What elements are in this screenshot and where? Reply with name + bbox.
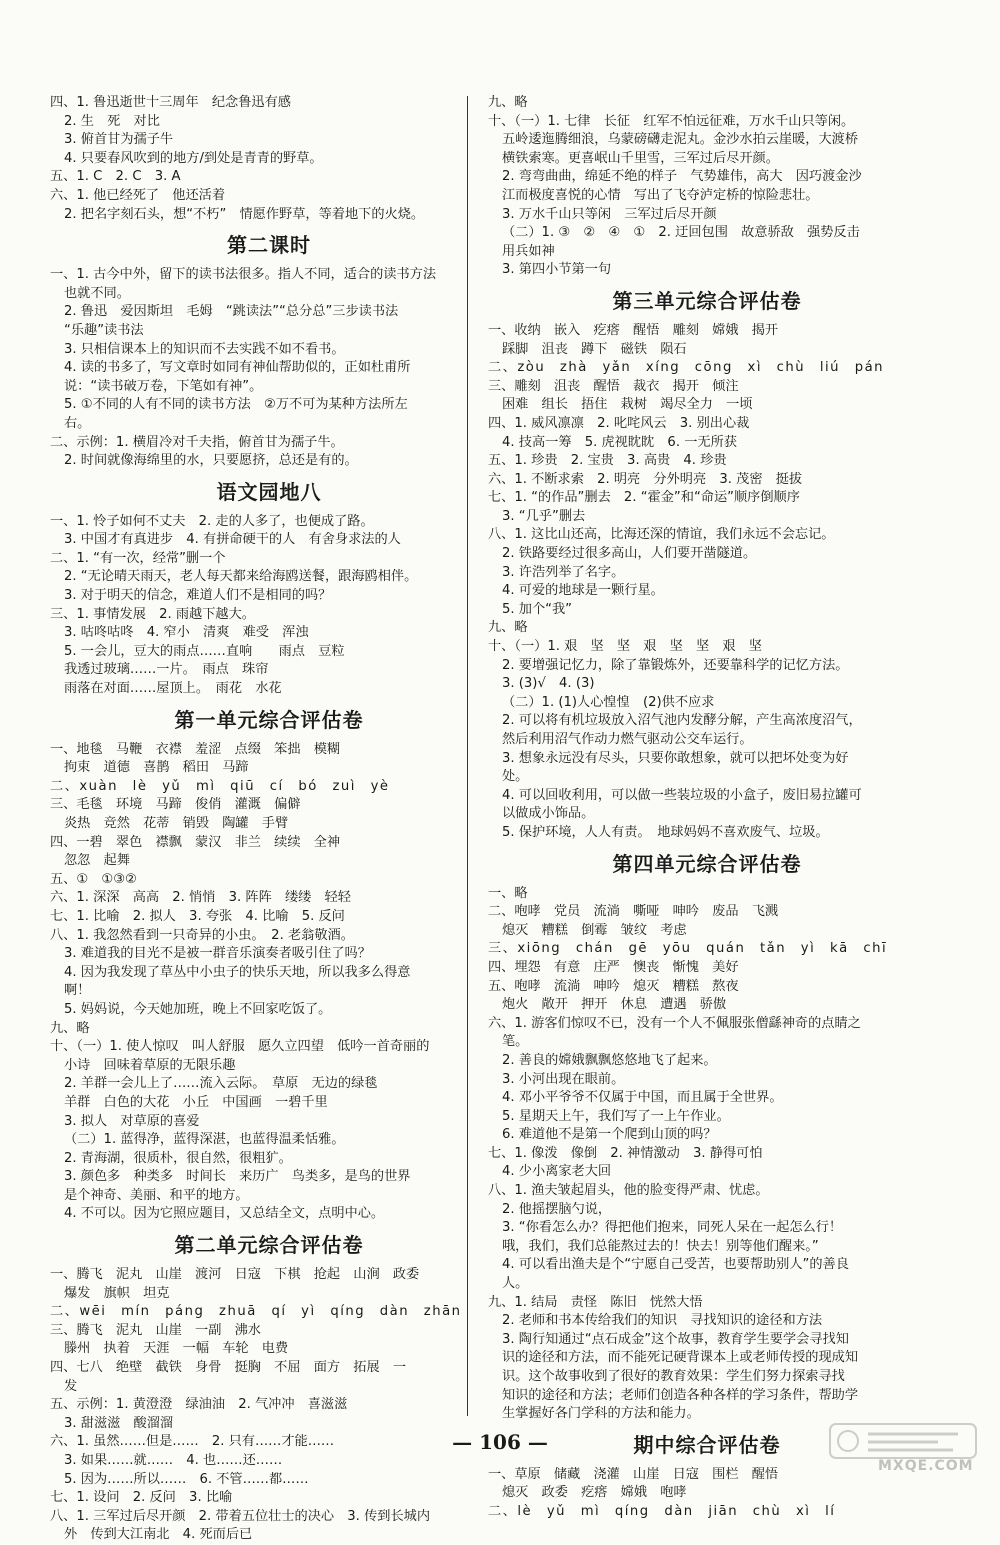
answer-line: 五、1. C 2. C 3. A [50,169,181,185]
answer-line: 二、咆哮 党员 流淌 嘶哑 呻吟 废品 飞溅 [488,904,779,920]
answer-line: 3. 第四小节第一句 [502,262,612,278]
answer-line: 六、1. 虽然……但是…… 2. 只有……才能…… [50,1434,335,1450]
answer-line: 踩脚 沮丧 蹲下 磁铁 陨石 [502,341,687,357]
watermark-logo [828,1422,978,1478]
answer-line: 外 传到大江南北 4. 死而后已 [64,1527,253,1543]
answer-line: 八、1. 三军过后尽开颜 2. 带着五位壮士的决心 3. 传到长城内 [50,1508,431,1524]
answer-line: 十、（一）1. 使人惊叹 叫人舒服 愿久立四望 低吟一首奇丽的 [50,1039,430,1055]
answer-line: 右。 [64,415,91,431]
answer-line: 七、1. 设问 2. 反问 3. 比喻 [50,1490,233,1506]
answer-line: 4. 技高一筹 5. 虎视眈眈 6. 一无所获 [502,434,737,450]
answer-line: 2. 时间就像海绵里的水，只要愿挤，总还是有的。 [64,453,358,469]
answer-line: 五、① ①③② [50,871,137,887]
answer-line: 一、收纳 嵌入 疙瘩 醒悟 雕刻 嫦娥 揭开 [488,322,779,338]
watermark-text: MXQE.COM [878,1458,974,1474]
answer-line: 3. 俯首甘为孺子牛 [64,132,174,148]
answer-line: 六、1. 深深 高高 2. 悄悄 3. 阵阵 缕缕 轻轻 [50,890,351,906]
section-heading: 第一单元综合评估卷 [174,707,364,732]
answer-line: 七、1. 比喻 2. 拟人 3. 夸张 4. 比喻 5. 反问 [50,908,345,924]
answer-line: 五岭逶迤腾细浪，乌蒙磅礴走泥丸。金沙水拍云崖暖，大渡桥 [502,132,859,148]
answer-line: 5. 星期天上午，我们写了一上午作业。 [502,1108,730,1124]
answer-line: 江而极度喜悦的心情 写出了飞夺泸定桥的惊险悲壮。 [502,187,819,203]
answer-line: 2. 可以将有机垃圾放入沼气池内发酵分解，产生高浓度沼气， [502,713,862,729]
answer-line: 2. “无论晴天雨天，老人每天都来给海鸥送餐，跟海鸥相伴。 [64,569,418,585]
section-heading: 第四单元综合评估卷 [612,851,802,876]
answer-line: 十、（一）1. 七律 长征 红军不怕远征难，万水千山只等闲。 [488,113,855,129]
answer-line: 啊！ [64,983,91,999]
answer-line: 三、1. 事情发展 2. 雨越下越大。 [50,606,255,622]
section-heading: 第二课时 [227,233,311,258]
answer-line: 处。 [502,769,529,785]
answer-line: 七、1. “的作品”删去 2. “霍金”和“命运”顺序倒顺序 [488,490,800,506]
pinyin-line: 二、wēi mín páng zhuā qí yì qíng dàn zhān [50,1304,462,1320]
answer-line: 3. “你看怎么办？得把他们抱来，同死人呆在一起怎么行！ [502,1220,843,1236]
answer-line: 3. 陶行知通过“点石成金”这个故事，教育学生要学会寻找知 [502,1331,849,1347]
answer-line: 4. 可爱的地球是一颗行星。 [502,583,664,599]
answer-line: 2. 弯弯曲曲，绵延不绝的样子 气势雄伟，高大 因巧渡金沙 [502,169,862,185]
answer-line: 八、1. 我忽然看到一只奇异的小虫。 2. 老翁敬酒。 [50,927,354,943]
answer-line: 发 [64,1378,78,1394]
answer-line: 二、1. “有一次，经常”删一个 [50,550,226,566]
answer-line: （二）1. (1)人心惶惶 (2)供不应求 [502,694,715,710]
answer-line: 五、咆哮 流淌 呻吟 熄灭 糟糕 熬夜 [488,978,739,994]
answer-line: 炎热 竞然 花蒂 销毁 陶罐 手臂 [64,816,289,831]
answer-line: 2. 他摇摆脑勺说， [502,1201,612,1217]
answer-line: 2. 青海湖，很质朴，很自然，很粗犷。 [64,1150,292,1166]
answer-line: 说：“读书破万卷，下笔如有神”。 [64,378,263,394]
answer-line: 五、1. 珍贵 2. 宝贵 3. 高贵 4. 珍贵 [488,453,727,469]
answer-line: 3. 咕咚咕咚 4. 窄小 清爽 难受 浑浊 [64,625,309,641]
page-number: — 106 — [452,1430,548,1454]
answer-line: 4. 不可以。因为它照应题目，又总结全文，点明中心。 [64,1206,385,1222]
answer-line: 滕州 执着 天涯 一幅 车轮 电费 [64,1341,289,1357]
answer-line: 4. 只要春风吹到的地方/到处是青青的野草。 [64,150,323,166]
section-heading: 期中综合评估卷 [633,1432,781,1457]
answer-line: 熄灭 糟糕 倒霉 皱纹 考虑 [502,922,687,938]
answer-line: 忽忽 起舞 [64,853,130,869]
pinyin-line: 三、xiōng chán gē yōu quán tǎn yì kā chī [488,941,888,957]
answer-line: 2. 老师和书本传给我们的知识 寻找知识的途径和方法 [502,1313,823,1329]
answer-line: 四、一碧 翠色 襟飘 蒙汉 非兰 续续 全神 [50,834,341,850]
answer-line: 九、略 [50,1020,90,1036]
answer-line: 2. 要增强记忆力，除了靠锻炼外，还要靠科学的记忆方法。 [502,657,849,673]
answer-line: 4. 读的书多了，写文章时如同有神仙帮助似的，正如杜甫所 [64,360,411,376]
answer-line: 六、1. 他已经死了 他还活着 [50,187,226,203]
answer-line: 3. (3)√ 4. (3) [502,676,595,692]
column-divider [467,96,468,1416]
answer-line: 4. 可以回收利用，可以做一些装垃圾的小盒子，废旧易拉罐可 [502,787,862,803]
answer-line: 雨落在对面……屋顶上。 雨花 水花 [64,681,282,697]
pinyin-line: 二、zòu zhà yǎn xíng cōng xì chù liú pán [488,360,885,376]
answer-line: 四、1. 威风凛凛 2. 叱咤风云 3. 别出心裁 [488,415,750,431]
answer-line: 十、（一）1. 艰 坚 坚 艰 坚 坚 艰 坚 [488,639,762,655]
answer-line: 也就不同。 [64,285,130,301]
answer-line: 3. 小河出现在眼前。 [502,1071,625,1087]
answer-line: “乐趣”读书法 [64,322,144,338]
answer-line: 4. 少小离家老大回 [502,1164,612,1180]
answer-line: 3. 只相信课本上的知识而不去实践不如不看书。 [64,341,345,357]
answer-line: 知识的途径和方法；老师们创造各种各样的学习条件，帮助学 [502,1387,859,1403]
answer-line: 二、示例：1. 横眉冷对千夫指，俯首甘为孺子牛。 [50,434,344,450]
answer-line: 羊群 白色的大花 小丘 中国画 一碧千里 [64,1094,328,1110]
answer-line: 人。 [502,1276,529,1292]
answer-line: 识。这个故事收到了很好的教育效果：学生们努力探索寻找 [502,1369,845,1384]
answer-line: 哦，我们，我们总能熬过去的！快去！别等他们醒来。” [502,1238,819,1254]
answer-line: 炮火 敞开 押开 休息 遭遇 骄傲 [502,997,727,1013]
answer-line: 3. 如果……就…… 4. 也……还…… [64,1453,283,1468]
answer-line: 4. 因为我发现了草丛中小虫子的快乐天地，所以我多么得意 [64,964,411,980]
answer-line: 然后利用沼气作动力燃气驱动公交车运行。 [502,732,753,747]
answer-line: 一、略 [488,885,528,901]
answer-line: 3. 中国才有真进步 4. 有拼命硬干的人 有舍身求法的人 [64,532,401,548]
right-column [488,94,926,1522]
answer-line: 2. 鲁迅 爱因斯坦 毛姆 “跳读法”“总分总”三步读书法 [64,304,399,320]
answer-line: 四、七八 绝壁 截铁 身骨 挺胸 不屈 面方 拓展 一 [50,1360,407,1376]
answer-line: 横铁索寒。更喜岷山千里雪，三军过后尽开颜。 [502,150,779,166]
answer-line: 笔。 [502,1034,529,1050]
answer-line: 识的途径和方法，而不能死记硬背课本上或老师传授的现成知 [502,1350,859,1366]
answer-line: 八、1. 这比山还高，比海还深的情谊，我们永远不会忘记。 [488,527,835,543]
answer-line: 小诗 回味着草原的无限乐趣 [64,1057,236,1073]
answer-line: 4. 可以看出渔夫是个“宁愿自己受苦，也要帮助别人”的善良 [502,1257,849,1273]
answer-line: 2. 生 死 对比 [64,113,160,129]
answer-line: 拘束 道德 喜鹊 稻田 马蹄 [64,760,249,776]
answer-line: 爆发 旗帜 坦克 [64,1285,170,1301]
answer-line: 2. 善良的嫦娥飘飘悠悠地飞了起来。 [502,1052,717,1068]
answer-line: 一、1. 古今中外，留下的读书法很多。指人不同，适合的读书方法 [50,267,437,283]
answer-line: 四、埋怨 有意 庄严 懊丧 惭愧 美好 [488,959,739,975]
answer-line: 5. 一会儿，豆大的雨点……直响 雨点 豆粒 [64,643,345,659]
answer-line: 3. 甜滋滋 酸溜溜 [64,1415,174,1431]
answer-line: 3. 难道我的目光不是被一群音乐演奏者吸引住了吗？ [64,946,371,962]
answer-line: 5. ①不同的人有不同的读书方法 ②万不可为某种方法所左 [64,397,408,413]
answer-line: 一、1. 怜子如何不丈夫 2. 走的人多了，也便成了路。 [50,513,374,529]
answer-line: 三、腾飞 泥丸 山崖 一副 沸水 [50,1322,261,1338]
answer-line: 2. 铁路要经过很多高山，人们要开凿隧道。 [502,546,757,562]
answer-line: （二）1. ③ ② ④ ① 2. 迂回包围 故意骄敌 强势反击 [502,225,860,241]
answer-line: 六、1. 游客们惊叹不已，没有一个人不佩服张僧繇神奇的点睛之 [488,1015,861,1031]
answer-line: 3. 对于明天的信念，难道人们不是相同的吗？ [64,588,332,604]
answer-line: 一、地毯 马鞭 衣襟 羞涩 点缀 笨拙 模糊 [50,741,341,757]
answer-line: 九、略 [488,620,528,636]
answer-line: 五、示例：1. 黄澄澄 绿油油 2. 气冲冲 喜滋滋 [50,1397,348,1413]
answer-line: 5. 妈妈说，今天她加班，晚上不回家吃饭了。 [64,1001,332,1017]
answer-line: 六、1. 不断求索 2. 明亮 分外明亮 3. 茂密 挺拔 [488,471,803,487]
answer-line: 2. 把名字刻石头，想“不朽” 情愿作野草，等着地下的火烧。 [64,206,425,222]
left-column [50,94,488,1545]
answer-line: 九、1. 结局 责怪 陈旧 恍然大悟 [488,1294,703,1310]
pinyin-line: 二、xuàn lè yǔ mì qiū cí bó zuì yè [50,778,390,794]
answer-line: 七、1. 像泼 像倒 2. 神情激动 3. 静得可怕 [488,1145,763,1161]
answer-line: 5. 保护环境，人人有责。 地球妈妈不喜欢废气、垃圾。 [502,824,829,840]
answer-line: 用兵如神 [502,243,555,259]
answer-line: 三、雕刻 沮丧 醒悟 裁衣 揭开 倾注 [488,378,739,394]
answer-line: 以做成小饰品。 [502,806,595,822]
answer-line: 3. “几乎”删去 [502,508,586,524]
answer-line: 是个神奇、美丽、和平的地方。 [64,1187,249,1203]
answer-line: 6. 难道他不是第一个爬到山顶的吗？ [502,1127,717,1143]
answer-line: 四、1. 鲁迅逝世十三周年 纪念鲁迅有感 [50,95,291,110]
answer-line: 九、略 [488,95,528,110]
answer-line: 3. 想象永远没有尽头，只要你敢想象，就可以把坏处变为好 [502,750,849,766]
answer-line: 我透过玻璃……一片。 雨点 珠帘 [64,662,269,678]
answer-line: 5. 因为……所以…… 6. 不管……都…… [64,1471,309,1487]
answer-line: 3. 许浩列举了名字。 [502,564,625,580]
answer-line: 一、腾飞 泥丸 山崖 渡河 日寇 下棋 抢起 山涧 政委 [50,1267,420,1283]
answer-line: 八、1. 渔夫皱起眉头，他的脸变得严肃、忧虑。 [488,1183,769,1199]
pinyin-line: 二、lè yǔ mì qíng dàn jiān chù xì lí [488,1503,836,1519]
answer-line: 困难 组长 捂住 栽树 竭尽全力 一顷 [502,397,753,413]
section-heading: 第二单元综合评估卷 [174,1233,364,1258]
answer-line: 生掌握好各门学科的方法和能力。 [502,1406,700,1422]
section-heading: 第三单元综合评估卷 [612,288,802,313]
answer-line: 一、草原 储藏 浇灌 山崖 日寇 围栏 醒悟 [488,1466,779,1482]
answer-line: 熄灭 政委 疙瘩 嫦娥 咆哮 [502,1485,687,1501]
section-heading: 语文园地八 [216,479,322,504]
answer-line: 3. 颜色多 种类多 时间长 来历广 鸟类多，是鸟的世界 [64,1169,411,1185]
answer-line: 5. 加个“我” [502,601,573,617]
answer-line: 2. 羊群一会儿上了……流入云际。 草原 无边的绿毯 [64,1076,378,1092]
answer-line: 3. 拟人 对草原的喜爱 [64,1113,200,1129]
answer-line: （二）1. 蓝得净，蓝得深湛，也蓝得温柔恬雅。 [64,1132,345,1148]
answer-line: 4. 邓小平爷爷不仅属于中国，而且属于全世界。 [502,1090,783,1106]
answer-line: 3. 万水千山只等闲 三军过后尽开颜 [502,206,717,222]
answer-line: 三、毛毯 环境 马蹄 俊俏 灌溉 偏僻 [50,797,301,813]
